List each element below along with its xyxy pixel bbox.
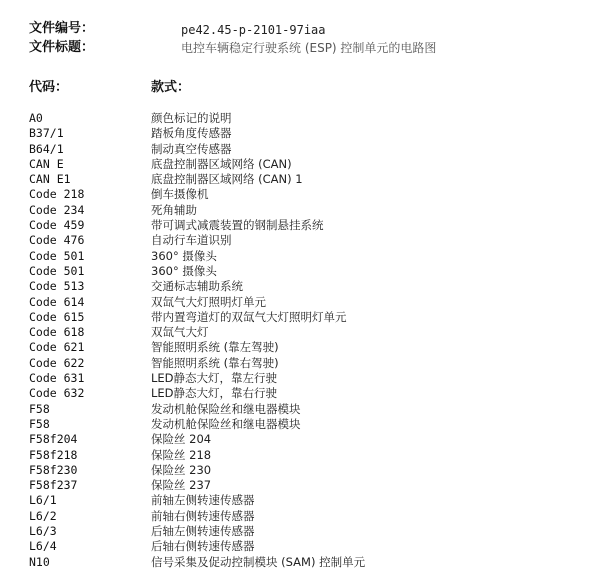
legend-row bbox=[0, 187, 604, 202]
component-code: L6/1 bbox=[29, 493, 57, 508]
component-code: F58 bbox=[29, 416, 50, 431]
legend-row bbox=[0, 142, 604, 157]
legend-row bbox=[0, 371, 604, 386]
component-description: 保险丝 237 bbox=[151, 478, 212, 493]
component-code: Code 632 bbox=[29, 386, 85, 401]
component-code: Code 621 bbox=[29, 340, 85, 355]
component-code: F58f204 bbox=[29, 432, 78, 447]
code-column-header: 代码： bbox=[29, 80, 69, 95]
legend-row bbox=[0, 493, 604, 508]
component-description: 保险丝 218 bbox=[151, 447, 212, 462]
component-description: 底盘控制器区域网络 (CAN) bbox=[151, 156, 292, 171]
legend-row bbox=[0, 448, 604, 463]
component-description: 双氙气大灯照明灯单元 bbox=[151, 294, 266, 309]
component-code: Code 459 bbox=[29, 218, 85, 233]
component-code: L6/3 bbox=[29, 524, 57, 539]
component-description: 智能照明系统 (靠左驾驶) bbox=[151, 340, 279, 355]
component-code: Code 218 bbox=[29, 187, 85, 202]
legend-row bbox=[0, 310, 604, 325]
legend-row bbox=[0, 386, 604, 401]
legend-row bbox=[0, 203, 604, 218]
legend-row bbox=[0, 233, 604, 248]
component-description: 发动机舱保险丝和继电器模块 bbox=[151, 416, 301, 431]
component-description: 后轴右侧转速传感器 bbox=[151, 539, 255, 554]
component-description: 前轴左侧转速传感器 bbox=[151, 493, 255, 508]
component-code: Code 614 bbox=[29, 294, 85, 309]
component-description: 制动真空传感器 bbox=[151, 141, 232, 156]
designation-column-header: 款式： bbox=[151, 80, 191, 95]
component-code: F58f237 bbox=[29, 478, 78, 493]
legend-row bbox=[0, 356, 604, 371]
legend-row bbox=[0, 478, 604, 493]
legend-row bbox=[0, 432, 604, 447]
legend-row bbox=[0, 555, 604, 570]
component-code: Code 631 bbox=[29, 371, 85, 386]
legend-row bbox=[0, 340, 604, 355]
component-code: Code 513 bbox=[29, 279, 85, 294]
legend-row bbox=[0, 295, 604, 310]
component-description: LED静态大灯，靠右行驶 bbox=[151, 386, 278, 401]
component-description: 带可调式减震装置的钢制悬挂系统 bbox=[151, 218, 324, 233]
component-description: 自动行车道识别 bbox=[151, 233, 232, 248]
component-code: Code 618 bbox=[29, 325, 85, 340]
legend-row bbox=[0, 218, 604, 233]
component-description: 前轴右侧转速传感器 bbox=[151, 508, 255, 523]
component-code: L6/4 bbox=[29, 539, 57, 554]
doc-title-label: 文件标题： bbox=[29, 40, 95, 55]
component-code: Code 234 bbox=[29, 202, 85, 217]
component-description: 智能照明系统 (靠右驾驶) bbox=[151, 355, 279, 370]
component-description: 保险丝 230 bbox=[151, 462, 212, 477]
component-code: Code 501 bbox=[29, 248, 85, 263]
legend-row bbox=[0, 417, 604, 432]
component-description: LED静态大灯，靠左行驶 bbox=[151, 371, 278, 386]
component-code: Code 501 bbox=[29, 263, 85, 278]
legend-row bbox=[0, 172, 604, 187]
legend-row bbox=[0, 325, 604, 340]
legend-row bbox=[0, 157, 604, 172]
legend-list bbox=[0, 111, 604, 570]
component-description: 带内置弯道灯的双氙气大灯照明灯单元 bbox=[151, 309, 347, 324]
component-code: L6/2 bbox=[29, 508, 57, 523]
component-description: 保险丝 204 bbox=[151, 432, 212, 447]
component-description: 踏板角度传感器 bbox=[151, 126, 232, 141]
legend-row bbox=[0, 264, 604, 279]
component-description: 信号采集及促动控制模块 (SAM) 控制单元 bbox=[151, 554, 366, 569]
component-description: 倒车摄像机 bbox=[151, 187, 209, 202]
component-description: 交通标志辅助系统 bbox=[151, 279, 243, 294]
component-description: 360° 摄像头 bbox=[151, 248, 217, 263]
component-description: 底盘控制器区域网络 (CAN) 1 bbox=[151, 172, 303, 187]
component-code: A0 bbox=[29, 111, 43, 125]
component-code: F58 bbox=[29, 401, 50, 416]
component-description: 双氙气大灯 bbox=[151, 325, 209, 340]
component-code: B64/1 bbox=[29, 141, 64, 156]
component-description: 发动机舱保险丝和继电器模块 bbox=[151, 401, 301, 416]
legend-row bbox=[0, 279, 604, 294]
component-code: Code 622 bbox=[29, 355, 85, 370]
legend-row bbox=[0, 249, 604, 264]
legend-row bbox=[0, 509, 604, 524]
component-code: N10 bbox=[29, 554, 50, 569]
doc-number-label: 文件编号： bbox=[29, 21, 95, 36]
component-description: 后轴左侧转速传感器 bbox=[151, 524, 255, 539]
component-code: F58f218 bbox=[29, 447, 78, 462]
component-code: F58f230 bbox=[29, 462, 78, 477]
component-description: 360° 摄像头 bbox=[151, 263, 217, 278]
legend-row bbox=[0, 126, 604, 141]
legend-row bbox=[0, 402, 604, 417]
component-description: 死角辅助 bbox=[151, 202, 197, 217]
component-code: Code 476 bbox=[29, 233, 85, 248]
component-code: CAN E1 bbox=[29, 172, 71, 187]
component-code: Code 615 bbox=[29, 309, 85, 324]
legend-row bbox=[0, 463, 604, 478]
component-code: CAN E bbox=[29, 156, 64, 171]
doc-number-value: pe42.45-p-2101-97iaa bbox=[181, 23, 326, 37]
legend-row bbox=[0, 539, 604, 554]
component-description: 颜色标记的说明 bbox=[151, 111, 232, 125]
doc-title-value: 电控车辆稳定行驶系统 (ESP) 控制单元的电路图 bbox=[181, 41, 437, 55]
legend-row bbox=[0, 111, 604, 126]
component-code: B37/1 bbox=[29, 126, 64, 141]
legend-row bbox=[0, 524, 604, 539]
